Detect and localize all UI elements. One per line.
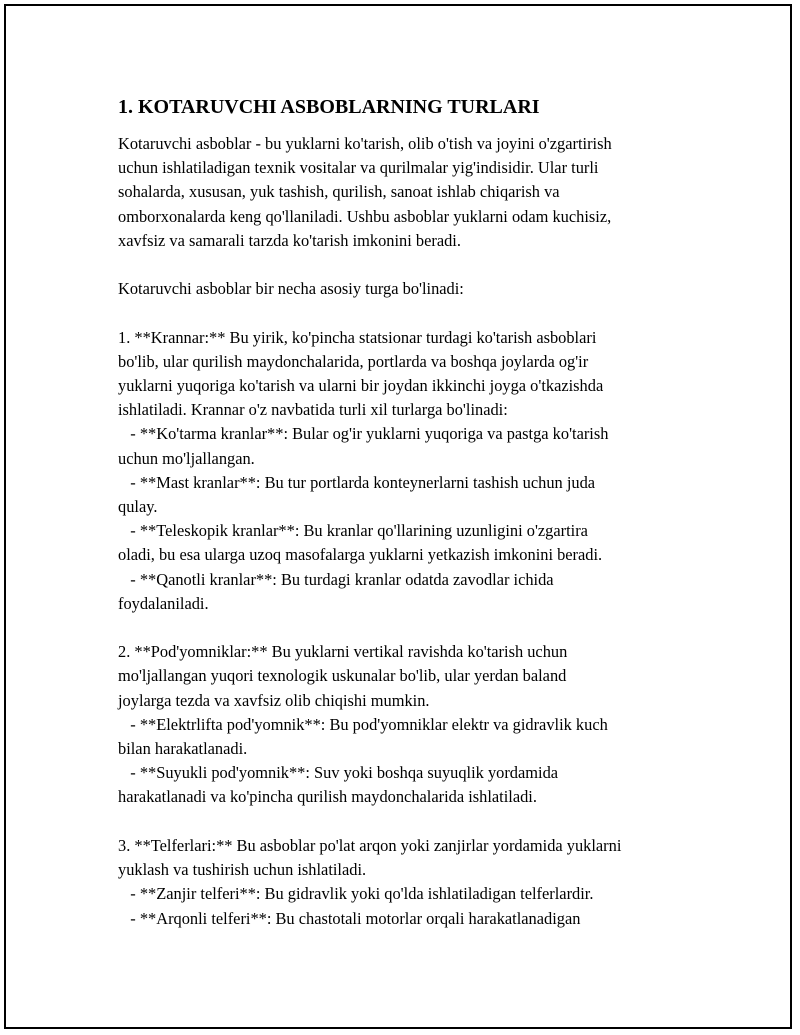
document-title: 1. KOTARUVCHI ASBOBLARNING TURLARI [118,96,540,118]
document-body [118,92,698,931]
document-text: Kotaruvchi asboblar - bu yuklarni ko'tarish, olib o'tish va joyini o'zgartirish uchun ishlatiladigan texnik vositalar va qurilmalar yig'indisidir. Ular turli sohalarda, xususan, yuk tashish, qurilish, sanoat ishlab chiqarish va omborxonalarda keng qo'llaniladi. Ushbu asboblar yuklarni odam kuchisiz, xavfsiz va samarali tarzda ko'tarish imkonini beradi. Kotaruvchi asboblar bir necha asosiy turga bo'linadi: 1. **Krannar:** Bu yirik, ko'pincha statsionar turdagi ko'tarish asboblari bo'lib, ular qurilish maydonchalarida, portlarda va boshqa joylarda og'ir yuklarni yuqoriga ko'tarish va ularni bir joydan ikkinchi joyga o'tkazishda ishlatiladi. Krannar o'z navbatida turli xil turlarga bo'linadi: - **Ko'tarma kranlar**: Bular og'ir yuklarni yuqoriga va pastga ko'tarish uchun mo'ljallangan. - **Mast kranlar**: Bu tur portlarda konteynerlarni tashish uchun juda qulay. - **Teleskopik kranlar**: Bu kranlar qo'llarining uzunligini o'zgartira oladi, bu esa ularga uzoq masofalarga yuklarni yetkazish imkonini beradi. - **Qanotli kranlar**: Bu turdagi kranlar odatda zavodlar ichida foydalaniladi. 2. **Pod'yomniklar:** Bu yuklarni vertikal ravishda ko'tarish uchun mo'ljallangan yuqori texnologik uskunalar bo'lib, ular yerdan baland joylarga tezda va xavfsiz olib chiqishi mumkin. - **Elektrlifta pod'yomnik**: Bu pod'yomniklar elektr va gidravlik kuch bilan harakatlanadi. - **Suyukli pod'yomnik**: Suv yoki boshqa suyuqlik yordamida harakatlanadi va ko'pincha qurilish maydonchalarida ishlatiladi. 3. **Telferlari:** Bu asboblar po'lat arqon yoki zanjirlar yordamida yuklarni yuklash va tushirish uchun ishlatiladi. - **Zanjir telferi**: Bu gidravlik yoki qo'lda ishlatiladigan telferlardir. - **Arqonli telferi**: Bu chastotali motorlar orqali harakatlanadigan [118,134,622,928]
